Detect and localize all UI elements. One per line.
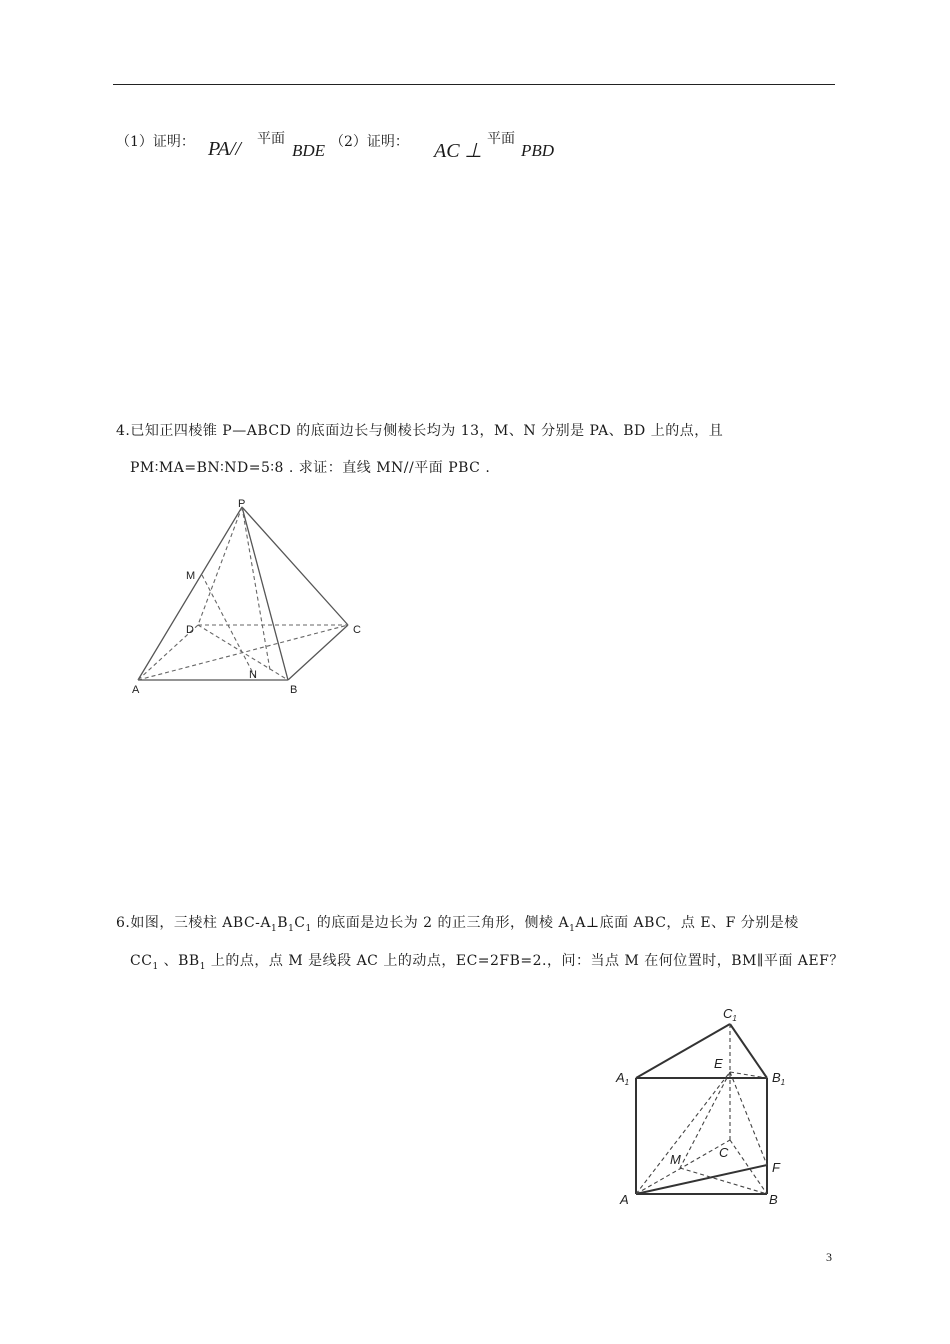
edge-pa <box>138 507 242 680</box>
header-rule <box>113 84 835 85</box>
pyramid-figure <box>120 495 380 705</box>
edge-ac <box>138 625 348 680</box>
problem-6-line-2: $CC_1$ 、$BB_1$ 上的点，点 M 是线段 AC 上的动点，EC=2FB=2.，问：当点 M 在何位置时，BM∥平面 AEF？ <box>130 953 844 972</box>
prism-figure <box>612 1002 802 1212</box>
label-e: E <box>714 1056 723 1071</box>
proof-2-math-sub: PBD <box>521 141 555 160</box>
label-a1: $A_1$ <box>616 1070 630 1087</box>
label-a: A <box>620 1192 629 1207</box>
segment-ef <box>730 1072 767 1165</box>
label-p: P <box>238 498 246 510</box>
label-n: N <box>249 669 257 681</box>
label-b: B <box>290 684 298 696</box>
problem-6-line-1: 6.如图，三棱柱 ABC-$A_1B_1C_1$ 的底面是边长为 2 的正三角形，侧棱 $A_1A\perp$底面 ABC，点 E、F 分别是棱 <box>116 915 799 934</box>
label-b: B <box>769 1192 778 1207</box>
proof-1-math-main: PA// <box>208 138 241 160</box>
label-b1: $B_1$ <box>772 1070 786 1087</box>
label-f: F <box>772 1160 780 1175</box>
problem-4-line-2: PM∶MA=BN∶ND=5∶8 . 求证：直线 MN//平面 PBC . <box>130 460 491 476</box>
problem-4-line-1: 4.已知正四棱锥 P—ABCD 的底面边长与侧棱长均为 13，M、N 分别是 PA、BD 上的点，且 <box>116 423 724 439</box>
pyramid-height <box>242 507 270 670</box>
proof-2-label: （2）证明： <box>330 134 409 150</box>
proof-1-math-sub: BDE <box>292 141 326 160</box>
label-m: M <box>186 570 196 582</box>
label-c: C <box>719 1145 729 1160</box>
proof-2-math-sup: 平面 <box>487 131 515 147</box>
proof-1-math-sup: 平面 <box>257 131 285 147</box>
proof-1-label: （1）证明： <box>116 134 195 150</box>
segment-mn <box>202 575 255 677</box>
label-c: C <box>353 624 361 636</box>
label-a: A <box>132 684 140 696</box>
label-c1: $C_1$ <box>723 1006 737 1023</box>
page-number: 3 <box>826 1250 832 1264</box>
edge-ac <box>636 1140 730 1194</box>
label-m: M <box>670 1152 681 1167</box>
edge-c1b1 <box>730 1024 767 1078</box>
label-d: D <box>186 624 194 636</box>
edge-pd <box>198 507 242 625</box>
proof-2-math-main: AC ⊥ <box>434 140 482 162</box>
